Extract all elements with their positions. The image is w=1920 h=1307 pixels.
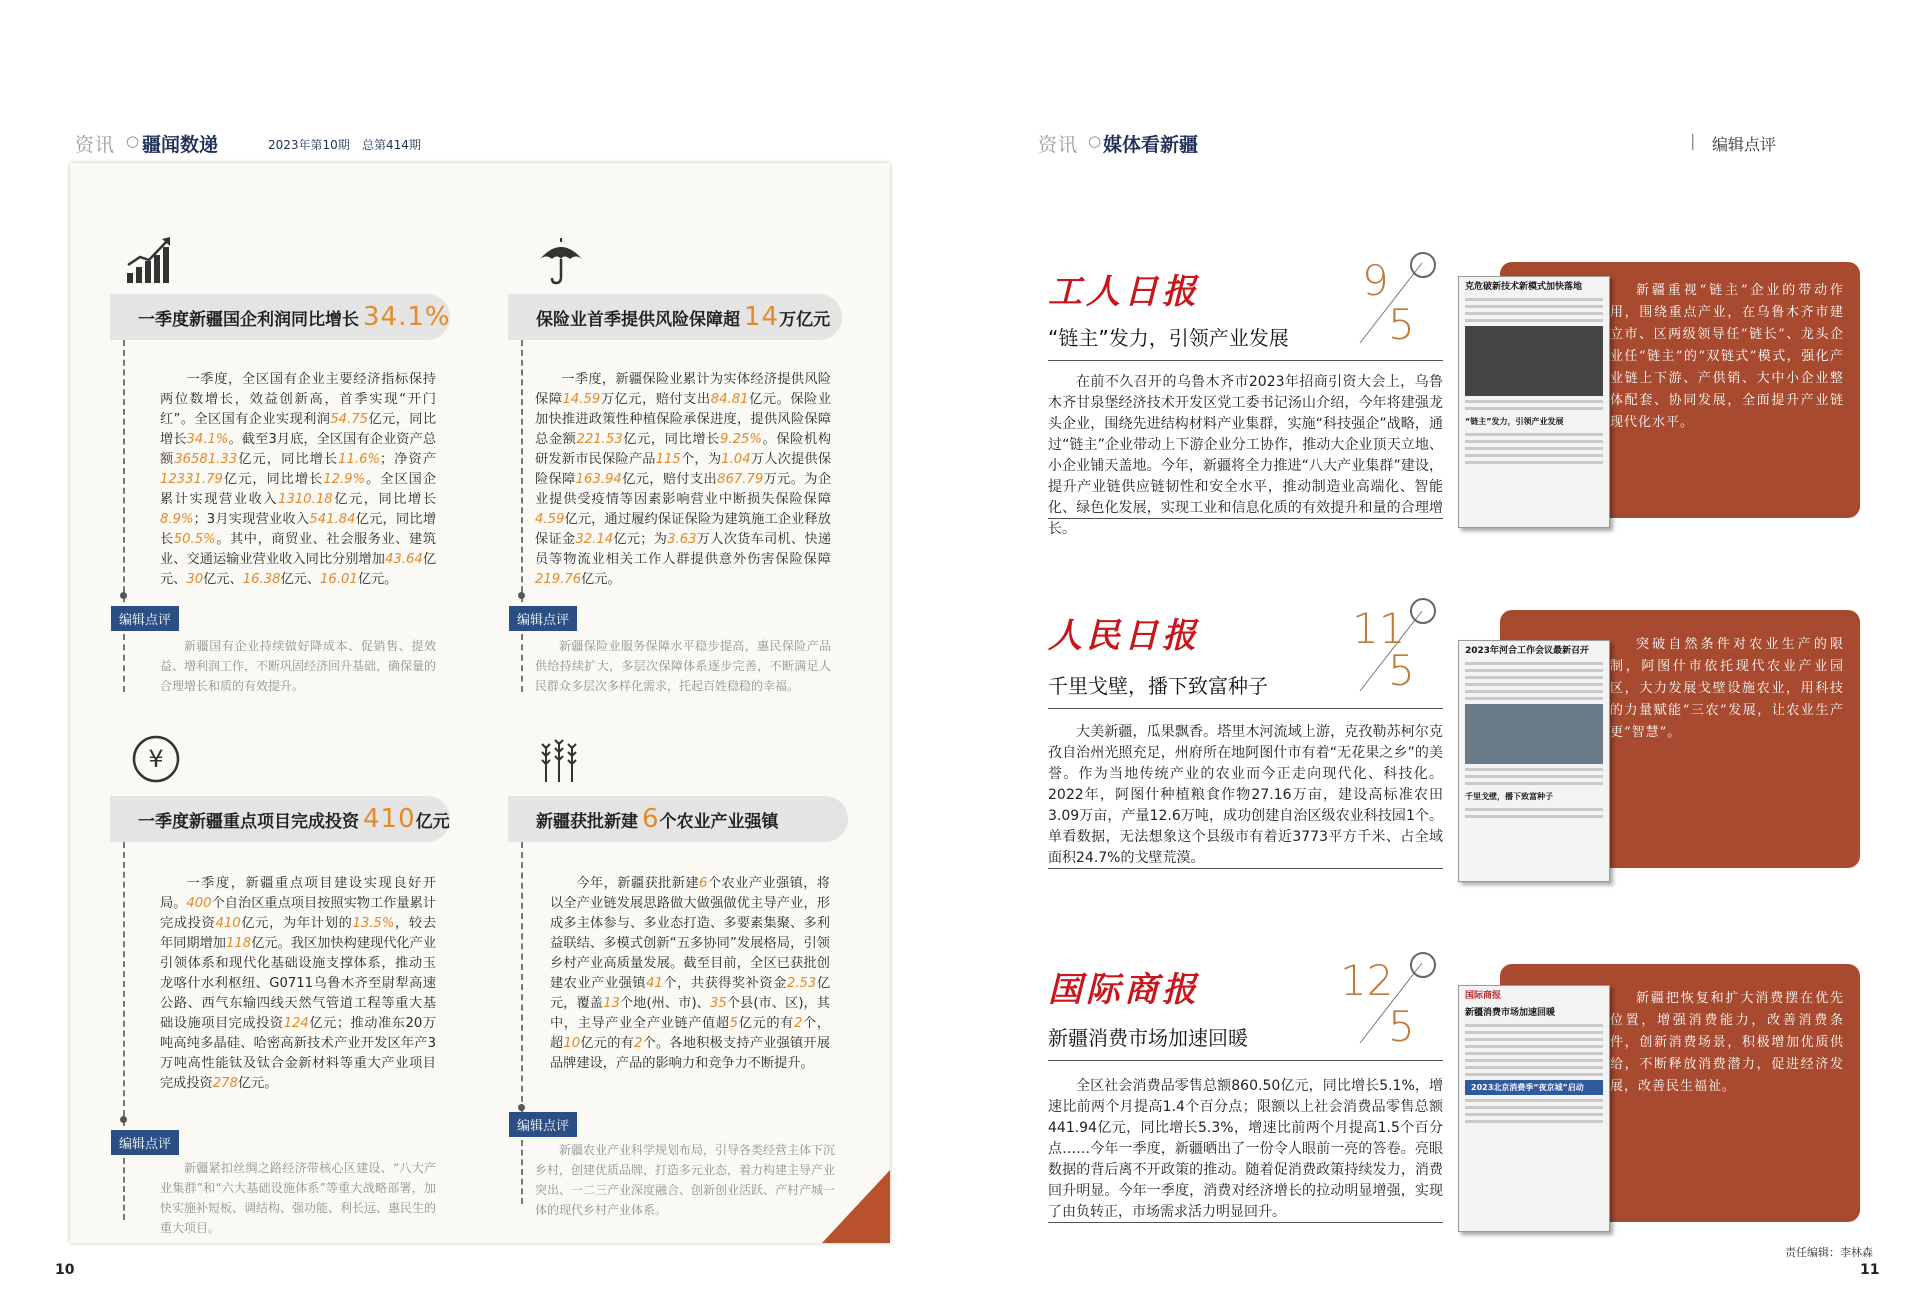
card4-edit-tag: 编辑点评 <box>509 1112 577 1137</box>
card1-body <box>160 370 436 590</box>
card4-line-dot <box>518 1104 525 1111</box>
highlight-number: 400 <box>186 896 212 911</box>
card4-title-tab <box>508 796 848 842</box>
body-text: 亿元、 <box>280 572 321 587</box>
highlight-number: 9.25% <box>720 432 762 447</box>
highlight-number: 2 <box>634 1036 643 1051</box>
body-2: 大美新疆，瓜果飘香。塔里木河流域上游，克孜勒苏柯尔克孜自治州光照充足，州府所在地阿图什市有着“无花果之乡”的美誉。作为当地传统产业的农业而今正走向现代化、科技化。2022年，阿图什种植粮食作物27.16万亩，建设高标准农田3.09万亩，产量12.6万吨，成功创建自治区级农业科技园1个。单看数据，无法想象这个县级市有着近3773平方千米、占全域面积24.7%的戈壁荒漠。 <box>1048 724 1443 866</box>
card2-title-number: 14 <box>744 302 780 332</box>
body-text: ；3月实现营业收入 <box>193 512 310 527</box>
issue-number: 2023年第10期 <box>268 138 350 152</box>
body-text: 万元。为企业提供受疫情等因素影响营业中断损失保险保障 <box>535 472 832 507</box>
highlight-number: 221.53 <box>576 432 623 447</box>
header-dot-right: ○ <box>1088 132 1102 150</box>
highlight-number: 12.9% <box>323 472 366 487</box>
date-month-1: 9 <box>1362 256 1389 305</box>
highlight-number: 3.63 <box>667 532 697 547</box>
highlight-number: 50.5% <box>173 532 216 547</box>
body-text: 亿元。保险业加快推进政策性种植保险承保进度，提供风险保障总金额 <box>535 392 832 447</box>
thumb-title-2: 2023年河合工作会议最新召开 <box>1465 646 1590 656</box>
card2-title-tab <box>508 294 842 340</box>
card3-body <box>160 874 436 1094</box>
rule-1b <box>1048 518 1443 519</box>
newspaper-thumbnail-2 <box>1458 640 1610 882</box>
body-1: 在前不久召开的乌鲁木齐市2023年招商引资大会上，乌鲁木齐甘泉堡经济技术开发区党工委书记汤山介绍，今年将建强龙头企业，围绕先进结构材料产业集群，实施“科技强企”战略，通过“链主”企业带动上下游企业分工协作，推动大企业顶天立地、小企业铺天盖地。今年，新疆将全力推进“八大产业集群”建设，提升产业链供应链韧性和安全水平，推动制造业高端化、智能化、绿色化发展，实现工业和信息化质的有效提升和量的合理增长。 <box>1048 374 1443 537</box>
body-text: ，较去年同期增加 <box>160 916 437 951</box>
umbrella-icon <box>536 237 596 292</box>
highlight-number: 5 <box>729 1016 739 1031</box>
headline-1: “链主”发力，引领产业发展 <box>1048 326 1289 350</box>
body-text: 亿元；推动准东20万吨高纯多晶硅、哈密高新技术产业开发区年产3万吨高性能钛及钛合金新材料等重大产业项目完成投资 <box>160 1016 437 1091</box>
date-day-1: 5 <box>1388 300 1415 349</box>
highlight-number: 118 <box>226 936 252 951</box>
comment-2: 突破自然条件对农业生产的限制，阿图什市依托现代农业产业园区，大力发展戈壁设施农业，用科技的力量赋能“三农”发展，让农业生产更“智慧”。 <box>1610 637 1844 740</box>
rule-1 <box>1048 360 1443 361</box>
highlight-number: 10 <box>563 1036 581 1051</box>
newspaper-thumbnail-3 <box>1458 985 1610 1232</box>
body-text: 亿元，同比增长 <box>622 432 720 447</box>
svg-text:¥: ¥ <box>148 745 164 773</box>
highlight-number: 867.79 <box>717 472 764 487</box>
card1-edit-tag: 编辑点评 <box>111 606 179 631</box>
card4-comment: 新疆农业产业科学规划布局，引导各类经营主体下沉乡村，创建优质品牌，打造多元业态，着力构建主导产业突出、一二三产业深度融合、创新创业活跃、产村产城一体的现代乡村产业体系。 <box>535 1143 836 1217</box>
card3-comment: 新疆紧扣丝绸之路经济带核心区建设、“八大产业集群”和“六大基础设施体系”等重大战略部署，加快实施补短板、调结构、强功能、利长远、惠民生的重大项目。 <box>160 1161 437 1235</box>
highlight-number: 36581.33 <box>174 452 238 467</box>
header-zixun-right: 资讯 <box>1038 134 1079 156</box>
body-text: 亿元，同比增长 <box>237 452 339 467</box>
card2-edit-tag: 编辑点评 <box>509 606 577 631</box>
clock-icon <box>1410 252 1436 278</box>
thumb-title-1: 克危破新技术新模式加快落地 <box>1465 282 1583 292</box>
highlight-number: 12331.79 <box>160 472 223 487</box>
highlight-number: 16.01 <box>320 572 358 587</box>
thumb-title-3: 新疆消费市场加速回暖 <box>1465 1008 1556 1018</box>
body-text: 亿元。 <box>237 1076 278 1091</box>
card2-title-pre: 保险业首季提供风险保障超 <box>536 309 740 330</box>
body-text: 个，为 <box>680 452 722 467</box>
date-day-2: 5 <box>1388 646 1415 695</box>
body-text: 亿元，覆盖 <box>550 976 831 1011</box>
rule-2b <box>1048 868 1443 869</box>
date-month-2: 11 <box>1352 604 1406 653</box>
body-text: 万人次货车司机、快递员等物流业相关工作人群提供意外伤害保险保障 <box>535 532 832 567</box>
thumb-caption-1: “链主”发力，引领产业发展 <box>1465 417 1564 426</box>
highlight-number: 1310.18 <box>278 492 333 507</box>
body-text: 个。各地积极支持产业强镇开展品牌建设，产品的影响力和竞争力不断提升。 <box>550 1036 831 1071</box>
body-text: 个地(州、市)、 <box>619 996 710 1011</box>
wheat-icon <box>534 734 594 789</box>
newspaper-logo-2: 人民日报 <box>1048 616 1200 656</box>
highlight-number: 2.53 <box>786 976 817 991</box>
body-text: 。截至3月底，全区国有企业资产总额 <box>160 432 437 467</box>
body-text: 亿元。 <box>581 572 621 587</box>
section-title: 疆闻数递 <box>142 134 219 156</box>
body-text: 个，超 <box>550 1016 831 1051</box>
newspaper-thumbnail-1 <box>1458 276 1610 528</box>
card2-title-post: 万亿元 <box>779 309 831 330</box>
card4-comment-line <box>521 1140 523 1204</box>
thumb-caption-2: 千里戈壁，播下致富种子 <box>1465 792 1553 801</box>
page-number-left: 10 <box>55 1262 75 1278</box>
card1-title-number: 34.1% <box>363 302 451 332</box>
body-text: 一季度，全区国有企业主要经济指标保持两位数增长，效益创新高，首季实现“开门红”。全区国有企业实现利润 <box>160 372 436 427</box>
body-text: 一季度，新疆重点项目建设实现良好开局。 <box>160 876 436 911</box>
body-text: 亿元。我区加快构建现代化产业引领体系和现代化基础设施支撑体系，推动玉龙喀什水利枢纽、G0711乌鲁木齐至尉犁高速公路、西气东输四线天然气管道工程等重大基础设施项目完成投资 <box>160 936 437 1031</box>
body-text: 亿元，同比增长 <box>160 512 437 547</box>
card3-title-tab <box>110 796 450 842</box>
card1-title-pre: 一季度新疆国企利润同比增长 <box>138 309 359 330</box>
clock-icon <box>1410 952 1436 978</box>
rule-3b <box>1048 1222 1443 1223</box>
card2-dashed-line <box>521 340 523 602</box>
body-text: 亿元、 <box>160 552 437 587</box>
rule-3 <box>1048 1060 1443 1061</box>
yen-coin-icon <box>131 734 191 789</box>
body-text: 个县(市、区)，其中，主导产业全产业链产值超 <box>550 996 830 1031</box>
body-text: 今年，新疆获批新建 <box>576 876 699 891</box>
card1-comment-line <box>123 634 125 692</box>
body-3: 全区社会消费品零售总额860.50亿元，同比增长5.1%，增速比前两个月提高1.4个百分点；限额以上社会消费品零售总额441.94亿元，同比增长5.3%，增速比前两个月提高1.5个百分点……今年一季度，新疆晒出了一份令人眼前一亮的答卷。亮眼数据的背后离不开政策的推动。随着促消费政策持续发力，消费回升明显。今年一季度，消费对经济增长的拉动明显增强，实现了由负转正，市场需求活力明显回升。 <box>1048 1078 1443 1220</box>
highlight-number: 41 <box>646 976 663 991</box>
comment-1: 新疆重视“链主”企业的带动作用，围绕重点产业，在乌鲁木齐市建立市、区两级领导任“链长”、龙头企业任“链主”的“双链式”模式，强化产业链上下游、产供销、大中小企业整体配套、协同发展，全面提升产业链现代化水平。 <box>1610 283 1844 430</box>
headline-3: 新疆消费市场加速回暖 <box>1048 1026 1248 1050</box>
highlight-number: 219.76 <box>535 572 582 587</box>
body-text: 。保险机构研发新市民保险产品 <box>535 432 832 467</box>
thumb-masthead-3: 国际商报 <box>1465 991 1502 1001</box>
card4-dashed-line <box>521 842 523 1112</box>
total-issue: 总第414期 <box>362 138 421 152</box>
body-text: ；净资产 <box>380 452 437 467</box>
highlight-number: 115 <box>655 452 681 467</box>
header-divider: | <box>1690 131 1696 150</box>
rule-2 <box>1048 708 1443 709</box>
highlight-number: 54.75 <box>330 412 369 427</box>
highlight-number: 14.59 <box>562 392 601 407</box>
section-title-right: 媒体看新疆 <box>1103 134 1199 156</box>
date-day-3: 5 <box>1388 1002 1415 1051</box>
highlight-number: 124 <box>283 1016 309 1031</box>
highlight-number: 163.94 <box>575 472 622 487</box>
card3-edit-tag: 编辑点评 <box>111 1130 179 1155</box>
body-text: 亿元的有 <box>580 1036 635 1051</box>
card3-dashed-line <box>123 842 125 1126</box>
highlight-number: 2 <box>793 1016 803 1031</box>
body-text: 万人次提供保险保障 <box>535 452 832 487</box>
highlight-number: 30 <box>186 572 204 587</box>
body-text: 个，共获得奖补资金 <box>662 976 787 991</box>
thumb-caption-3: 2023北京消费季“夜京城”启动 <box>1465 1080 1603 1095</box>
body-text: 亿元，同比增长 <box>160 412 437 447</box>
body-text: 亿元的有 <box>738 1016 794 1031</box>
body-text: 亿元；为 <box>613 532 668 547</box>
highlight-number: 541.84 <box>309 512 356 527</box>
responsible-editor: 责任编辑：李林森 <box>1785 1246 1873 1259</box>
clock-icon <box>1410 598 1436 624</box>
header-dot: ○ <box>126 132 140 150</box>
body-text: 。其中，商贸业、社会服务业、建筑业、交通运输业营业收入同比分别增加 <box>160 532 437 567</box>
bar-chart-growth-icon <box>125 235 185 290</box>
card3-title-pre: 一季度新疆重点项目完成投资 <box>138 811 359 832</box>
highlight-number: 6 <box>699 876 708 891</box>
body-text: 个自治区重点项目按照实物工作量累计完成投资 <box>160 896 437 931</box>
card1-dashed-line <box>123 340 125 602</box>
body-text: 亿元。 <box>357 572 398 587</box>
card3-title-post: 亿元 <box>415 811 450 832</box>
card2-body <box>535 370 831 590</box>
page-number-right: 11 <box>1860 1262 1880 1278</box>
card4-title-pre: 新疆获批新建 <box>536 811 638 832</box>
card2-comment-line <box>521 634 523 692</box>
header-edit-label: 编辑点评 <box>1712 135 1777 154</box>
headline-2: 千里戈壁，播下致富种子 <box>1048 674 1268 698</box>
body-text: 一季度，新疆保险业累计为实体经济提供风险保障 <box>535 372 831 407</box>
highlight-number: 1.04 <box>721 452 751 467</box>
card1-title-tab <box>110 294 450 340</box>
highlight-number: 35 <box>709 996 727 1011</box>
body-text: 亿元，通过履约保证保险为建筑施工企业释放保证金 <box>535 512 831 547</box>
body-text: 亿元，同比增长 <box>222 472 324 487</box>
card4-body <box>550 874 830 1074</box>
card4-title-post: 个农业产业强镇 <box>659 811 779 832</box>
highlight-number: 11.6% <box>338 452 381 467</box>
comment-3: 新疆把恢复和扩大消费摆在优先位置，增强消费能力，改善消费条件，创新消费场景，积极增加优质供给，不断释放消费潜力，促进经济发展，改善民生福祉。 <box>1610 991 1844 1094</box>
newspaper-logo-3: 国际商报 <box>1048 970 1200 1010</box>
card2-comment: 新疆保险业服务保障水平稳步提高，惠民保险产品供给持续扩大，多层次保障体系逐步完善，不断满足人民群众多层次多样化需求，托起百姓稳稳的幸福。 <box>535 639 831 693</box>
highlight-number: 410 <box>215 916 241 931</box>
highlight-number: 13.5% <box>352 916 395 931</box>
body-text: 亿元，为年计划的 <box>240 916 353 931</box>
highlight-number: 13 <box>603 996 620 1011</box>
newspaper-logo-1: 工人日报 <box>1048 272 1200 312</box>
highlight-number: 84.81 <box>710 392 749 407</box>
highlight-number: 34.1% <box>186 432 229 447</box>
body-text: 亿元，同比增长 <box>332 492 437 507</box>
card1-comment: 新疆国有企业持续做好降成本、促销售、提效益、增利润工作，不断巩固经济回升基础，确保量的合理增长和质的有效提升。 <box>160 639 437 693</box>
card3-title-number: 410 <box>363 804 416 834</box>
date-month-3: 12 <box>1340 956 1394 1005</box>
card1-line-dot <box>120 592 127 599</box>
body-text: 万亿元，赔付支出 <box>600 392 711 407</box>
body-text: 个农业产业强镇，将以全产业链发展思路做大做强做优主导产业，形成多主体参与、多业态打造、多要素集聚、多利益联结、多模式创新“五多协同”发展格局，引领乡村产业高质量发展。截至目前，全区已获批创建农业产业强镇 <box>550 876 830 991</box>
card3-comment-line <box>123 1158 125 1220</box>
header-zixun: 资讯 <box>75 134 116 156</box>
highlight-number: 32.14 <box>575 532 614 547</box>
body-text: 亿元，赔付支出 <box>621 472 718 487</box>
card4-title-number: 6 <box>642 804 660 834</box>
highlight-number: 4.59 <box>535 512 565 527</box>
body-text: 。全区国企累计实现营业收入 <box>160 472 437 507</box>
highlight-number: 43.64 <box>385 552 423 567</box>
highlight-number: 278 <box>212 1076 238 1091</box>
card2-line-dot <box>518 592 525 599</box>
highlight-number: 16.38 <box>242 572 281 587</box>
body-text: 亿元、 <box>203 572 243 587</box>
card3-line-dot <box>120 1116 127 1123</box>
highlight-number: 8.9% <box>160 512 194 527</box>
